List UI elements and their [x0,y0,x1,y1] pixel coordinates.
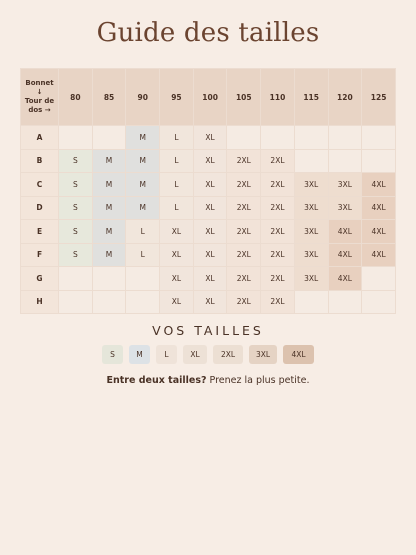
size-cell: 2XL [261,149,295,173]
size-cell: XL [193,267,227,291]
row-header: D [21,196,59,220]
size-cell: 4XL [328,267,362,291]
table-row [21,149,396,173]
legend-chip: XL [183,345,207,364]
size-cell: 4XL [362,173,396,197]
size-cell: XL [193,196,227,220]
column-header: 120 [328,69,362,126]
size-cell: M [126,126,160,150]
size-cell: S [59,220,93,244]
size-cell: 4XL [362,243,396,267]
size-cell: 3XL [328,196,362,220]
legend-chip: 4XL [283,345,314,364]
size-cell [362,267,396,291]
size-cell: 3XL [294,173,328,197]
corner-line: Bonnet [25,79,54,87]
size-tip-bold: Entre deux tailles? [106,375,207,386]
legend-chip: M [129,345,150,364]
size-cell: M [126,196,160,220]
legend-title: VOS TAILLES [152,323,264,338]
legend-chip: 3XL [249,345,277,364]
size-cell [92,290,126,314]
size-cell [126,290,160,314]
size-table [20,68,396,314]
size-cell: 3XL [294,220,328,244]
size-cell: 2XL [227,196,261,220]
size-cell: S [59,196,93,220]
column-header: 125 [362,69,396,126]
size-cell [227,126,261,150]
table-row [21,126,396,150]
column-header: 110 [261,69,295,126]
size-cell: XL [193,173,227,197]
size-tip [0,375,416,386]
table-row [21,290,396,314]
size-cell: M [126,173,160,197]
size-cell: L [160,149,194,173]
size-cell: XL [160,290,194,314]
size-cell: M [126,149,160,173]
size-cell [126,267,160,291]
size-cell: XL [160,267,194,291]
size-cell: 3XL [294,196,328,220]
size-cell: 3XL [294,243,328,267]
legend-chip: 2XL [213,345,243,364]
size-cell [92,126,126,150]
table-header-row [21,69,396,126]
size-cell: 2XL [227,290,261,314]
size-cell: L [126,243,160,267]
size-cell: M [92,196,126,220]
size-cell: 2XL [227,243,261,267]
size-cell: M [92,220,126,244]
size-legend [0,345,416,364]
size-cell: XL [193,126,227,150]
row-header: H [21,290,59,314]
size-cell: XL [193,220,227,244]
size-cell: XL [193,243,227,267]
column-header: 90 [126,69,160,126]
column-header: 100 [193,69,227,126]
size-cell: 2XL [261,173,295,197]
size-cell: M [92,243,126,267]
size-cell: XL [193,290,227,314]
size-cell: L [126,220,160,244]
size-cell: 2XL [227,220,261,244]
table-row [21,267,396,291]
row-header: A [21,126,59,150]
legend-chip: L [156,345,177,364]
size-cell [59,267,93,291]
size-tip-text: Prenez la plus petite. [206,375,310,386]
size-cell [328,149,362,173]
row-header: F [21,243,59,267]
size-cell: 2XL [261,243,295,267]
size-cell: 2XL [261,220,295,244]
table-corner-header [21,69,59,126]
size-cell [59,126,93,150]
size-cell: 4XL [362,220,396,244]
size-cell: 3XL [294,267,328,291]
size-cell [328,126,362,150]
size-cell: 4XL [362,196,396,220]
size-cell: XL [160,243,194,267]
table-row [21,173,396,197]
column-header: 85 [92,69,126,126]
size-cell: 4XL [328,220,362,244]
size-cell [261,126,295,150]
column-header: 80 [59,69,93,126]
size-cell [328,290,362,314]
size-cell [294,149,328,173]
legend-chip: S [102,345,123,364]
row-header: G [21,267,59,291]
size-cell: S [59,243,93,267]
table-row [21,220,396,244]
size-cell: M [92,173,126,197]
column-header: 115 [294,69,328,126]
size-cell: L [160,126,194,150]
row-header: C [21,173,59,197]
size-cell: 2XL [261,267,295,291]
size-cell: 2XL [261,290,295,314]
size-cell: 2XL [227,173,261,197]
size-cell: S [59,173,93,197]
page-title: Guide des tailles [96,18,320,48]
row-header: E [21,220,59,244]
size-cell: XL [160,220,194,244]
column-header: 95 [160,69,194,126]
column-header: 105 [227,69,261,126]
size-cell: M [92,149,126,173]
table-row [21,243,396,267]
corner-line: Tour de [24,97,55,105]
size-cell [362,149,396,173]
corner-line: dos → [28,106,51,114]
size-cell [362,126,396,150]
size-cell: L [160,196,194,220]
size-cell: 2XL [261,196,295,220]
size-cell: L [160,173,194,197]
size-cell: XL [193,149,227,173]
table-body [21,126,396,314]
size-cell [59,290,93,314]
size-cell [294,126,328,150]
corner-line: ↓ [36,88,43,96]
size-cell [362,290,396,314]
size-cell: 4XL [328,243,362,267]
size-cell: 2XL [227,149,261,173]
size-cell [294,290,328,314]
size-cell: 2XL [227,267,261,291]
row-header: B [21,149,59,173]
size-cell: S [59,149,93,173]
size-cell [92,267,126,291]
table-row [21,196,396,220]
size-cell: 3XL [328,173,362,197]
